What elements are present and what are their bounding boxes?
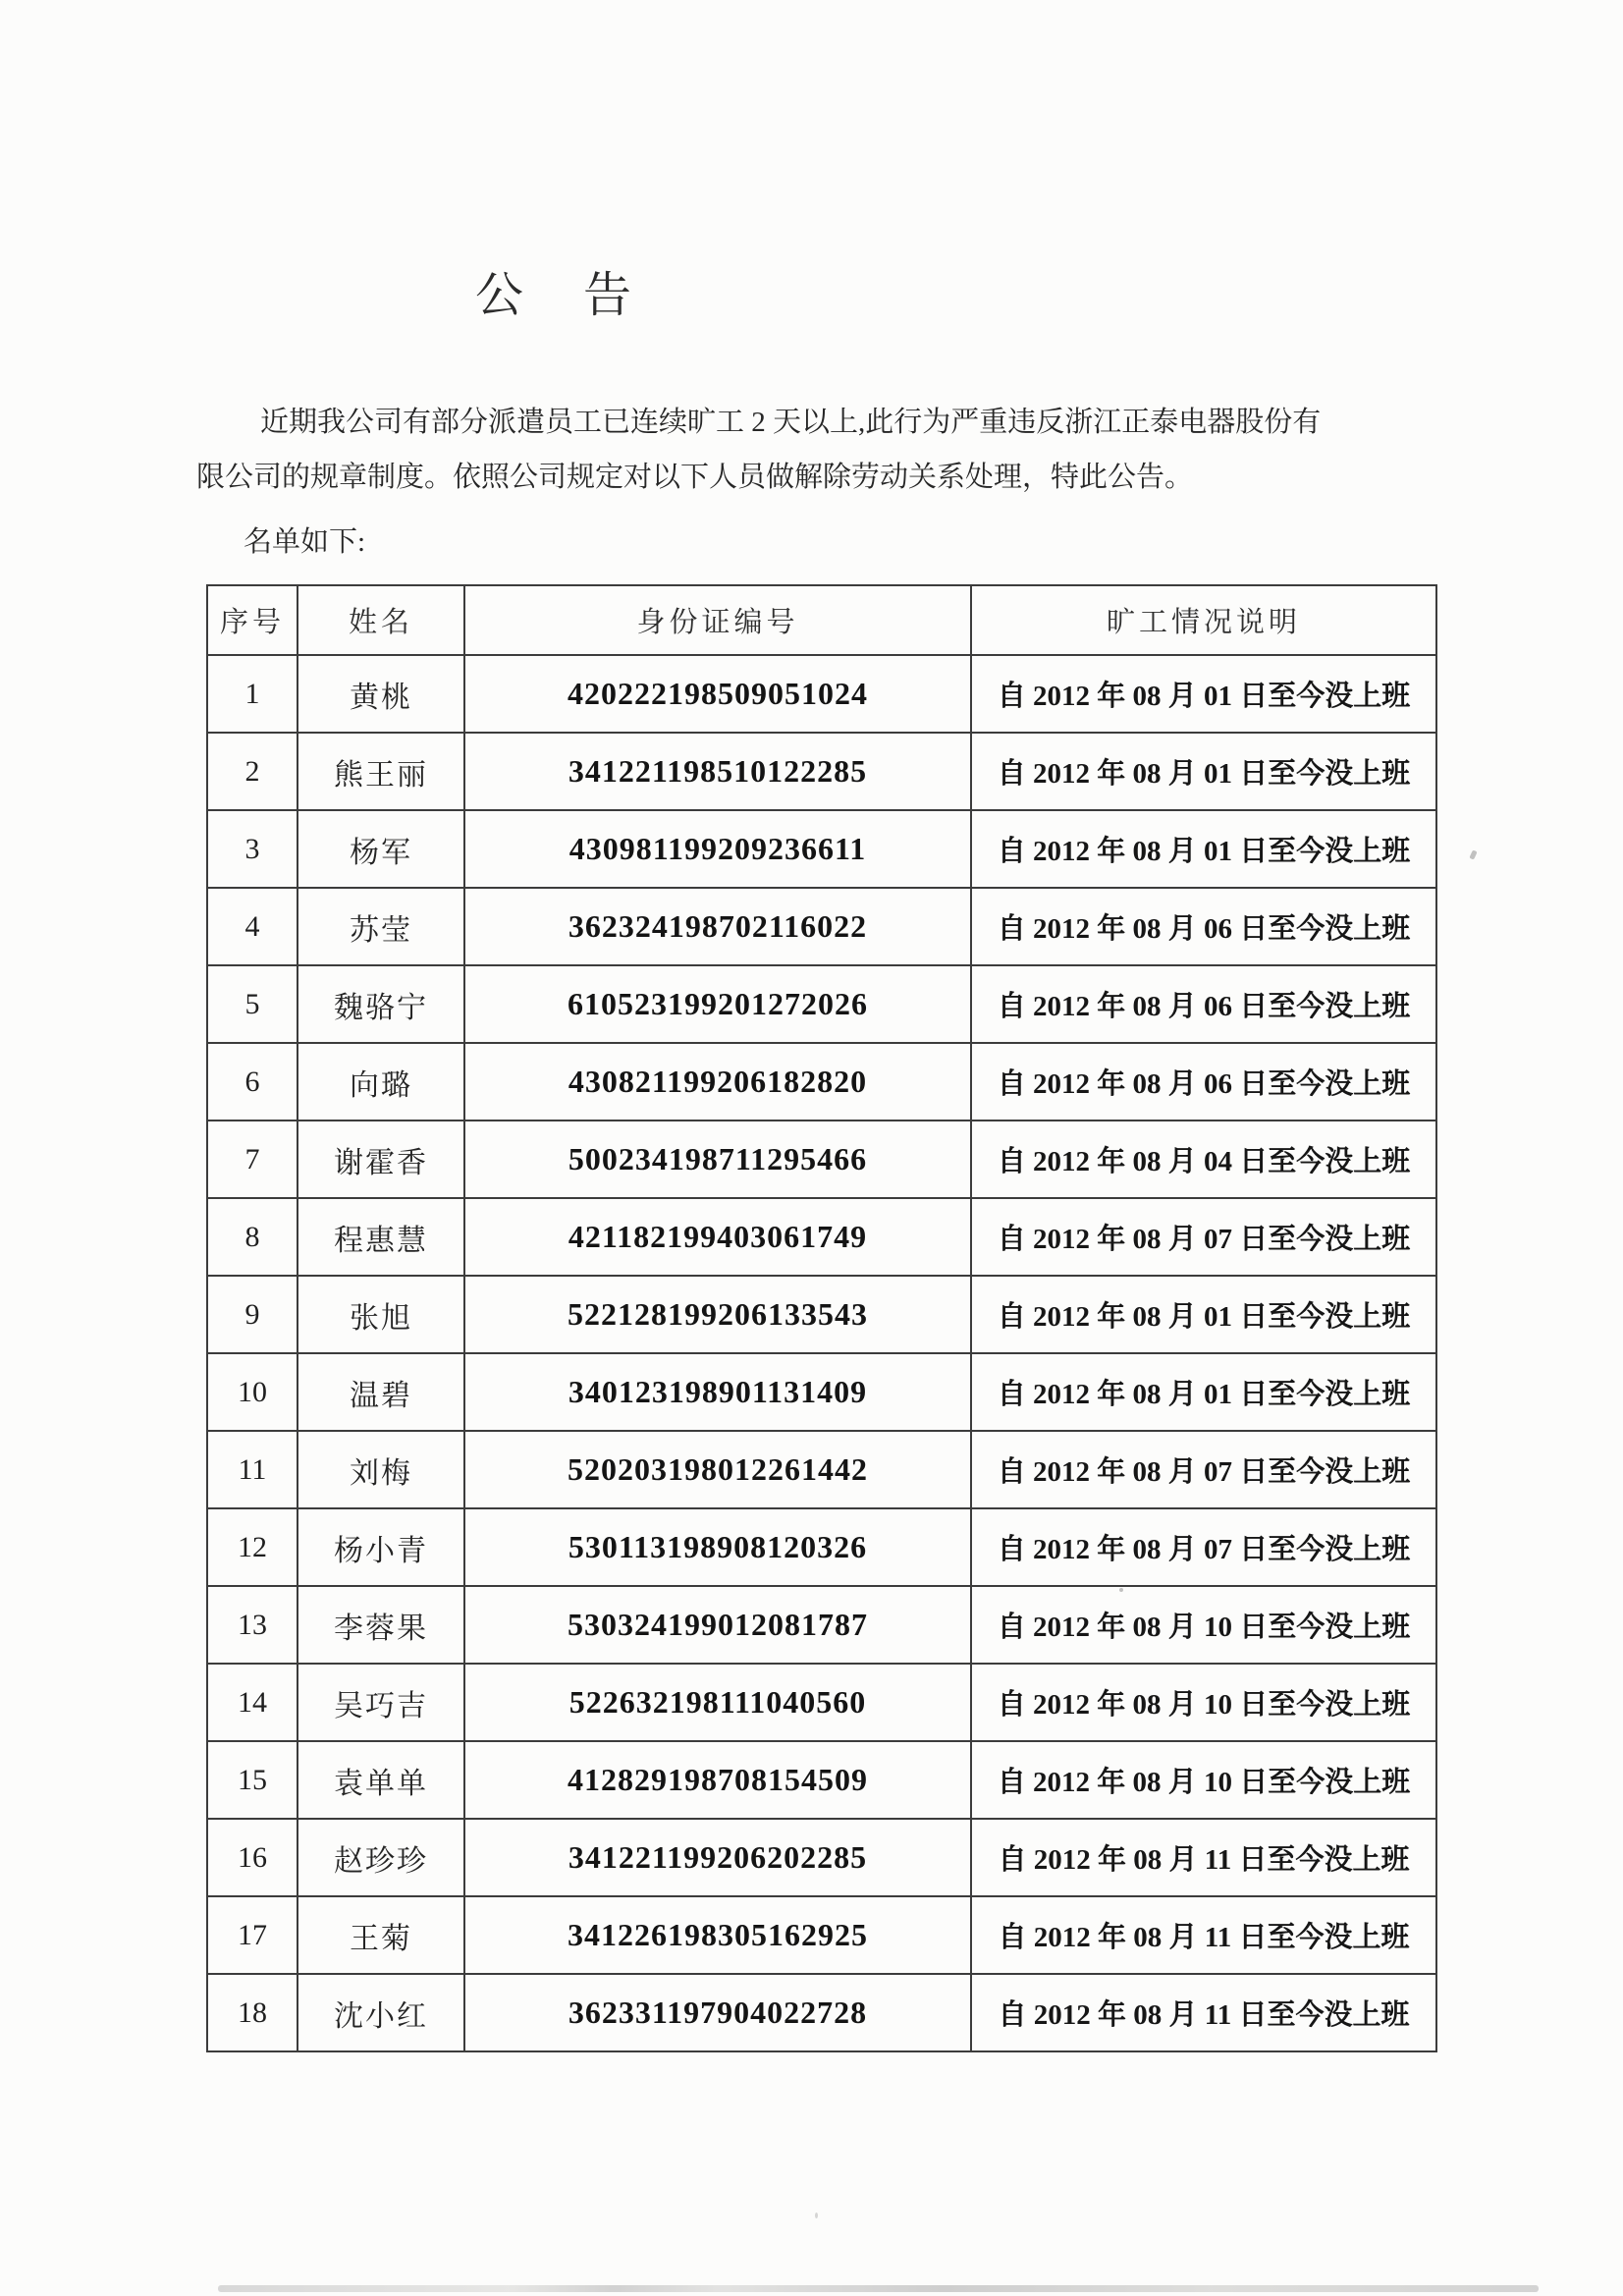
employee-name: 温碧: [298, 1353, 464, 1431]
header-index: 序号: [207, 585, 298, 655]
absence-note: 自 2012 年 08 月 04 日至今没上班: [971, 1121, 1436, 1198]
table-row: [207, 1353, 1436, 1431]
table-row: [207, 1121, 1436, 1198]
row-index: 2: [207, 733, 298, 810]
employee-name: 李蓉果: [298, 1586, 464, 1664]
absence-note: 自 2012 年 08 月 01 日至今没上班: [971, 810, 1436, 888]
row-index: 16: [207, 1819, 298, 1896]
row-index: 18: [207, 1974, 298, 2051]
table-header-row: [207, 585, 1436, 655]
row-index: 7: [207, 1121, 298, 1198]
scan-edge-shadow: [218, 2285, 1539, 2292]
paragraph-line-2: 限公司的规章制度。依照公司规定对以下人员做解除劳动关系处理，特此公告。: [196, 462, 1194, 493]
absence-note: 自 2012 年 08 月 11 日至今没上班: [971, 1819, 1436, 1896]
table-row: [207, 965, 1436, 1043]
absence-note: 自 2012 年 08 月 10 日至今没上班: [971, 1664, 1436, 1741]
table-row: [207, 1896, 1436, 1974]
table-row: [207, 1741, 1436, 1819]
id-number: 520203198012261442: [464, 1431, 971, 1508]
table-row: [207, 1974, 1436, 2051]
table-row: [207, 888, 1436, 965]
announcement-paragraph: [196, 403, 1434, 513]
id-number: 530324199012081787: [464, 1586, 971, 1664]
id-number: 421182199403061749: [464, 1198, 971, 1276]
employee-name: 张旭: [298, 1276, 464, 1353]
id-number: 362324198702116022: [464, 888, 971, 965]
id-number: 341226198305162925: [464, 1896, 971, 1974]
employee-name: 刘梅: [298, 1431, 464, 1508]
employee-name: 袁单单: [298, 1741, 464, 1819]
row-index: 11: [207, 1431, 298, 1508]
employee-name: 沈小红: [298, 1974, 464, 2051]
list-intro-label: 名单如下:: [243, 526, 366, 558]
employee-name: 苏莹: [298, 888, 464, 965]
table-row: [207, 1198, 1436, 1276]
absence-note: 自 2012 年 08 月 01 日至今没上班: [971, 1353, 1436, 1431]
absence-note: 自 2012 年 08 月 07 日至今没上班: [971, 1198, 1436, 1276]
table-row: [207, 810, 1436, 888]
employee-name: 杨小青: [298, 1508, 464, 1586]
absence-note: 自 2012 年 08 月 01 日至今没上班: [971, 1276, 1436, 1353]
id-number: 340123198901131409: [464, 1353, 971, 1431]
row-index: 12: [207, 1508, 298, 1586]
row-index: 13: [207, 1586, 298, 1664]
id-number: 610523199201272026: [464, 965, 971, 1043]
table-row: [207, 1431, 1436, 1508]
table-row: [207, 733, 1436, 810]
absence-note: 自 2012 年 08 月 06 日至今没上班: [971, 965, 1436, 1043]
table-row: [207, 1043, 1436, 1121]
scan-speck: [815, 2213, 818, 2218]
absence-note: 自 2012 年 08 月 11 日至今没上班: [971, 1974, 1436, 2051]
absence-note: 自 2012 年 08 月 06 日至今没上班: [971, 888, 1436, 965]
employee-name: 魏骆宁: [298, 965, 464, 1043]
table-row: [207, 1819, 1436, 1896]
row-index: 3: [207, 810, 298, 888]
employee-name: 黄桃: [298, 655, 464, 733]
absence-note: 自 2012 年 08 月 07 日至今没上班: [971, 1431, 1436, 1508]
row-index: 14: [207, 1664, 298, 1741]
row-index: 10: [207, 1353, 298, 1431]
row-index: 6: [207, 1043, 298, 1121]
id-number: 522632198111040560: [464, 1664, 971, 1741]
scan-speck: [1469, 849, 1477, 859]
paragraph-line-1: 近期我公司有部分派遣员工已连续旷工 2 天以上,此行为严重违反浙江正泰电器股份有: [260, 407, 1322, 438]
row-index: 5: [207, 965, 298, 1043]
id-number: 341221199206202285: [464, 1819, 971, 1896]
row-index: 1: [207, 655, 298, 733]
absence-note: 自 2012 年 08 月 01 日至今没上班: [971, 655, 1436, 733]
absence-note: 自 2012 年 08 月 06 日至今没上班: [971, 1043, 1436, 1121]
scan-speck: [1119, 1588, 1123, 1592]
id-number: 362331197904022728: [464, 1974, 971, 2051]
row-index: 9: [207, 1276, 298, 1353]
document-title: 公 告: [475, 268, 638, 322]
id-number: 500234198711295466: [464, 1121, 971, 1198]
employee-name: 赵珍珍: [298, 1819, 464, 1896]
employee-name: 杨军: [298, 810, 464, 888]
row-index: 4: [207, 888, 298, 965]
employee-name: 谢霍香: [298, 1121, 464, 1198]
id-number: 530113198908120326: [464, 1508, 971, 1586]
row-index: 15: [207, 1741, 298, 1819]
absence-note: 自 2012 年 08 月 07 日至今没上班: [971, 1508, 1436, 1586]
employee-name: 王菊: [298, 1896, 464, 1974]
id-number: 412829198708154509: [464, 1741, 971, 1819]
id-number: 522128199206133543: [464, 1276, 971, 1353]
header-name: 姓名: [298, 585, 464, 655]
table-row: [207, 1276, 1436, 1353]
absence-note: 自 2012 年 08 月 01 日至今没上班: [971, 733, 1436, 810]
row-index: 8: [207, 1198, 298, 1276]
table-row: [207, 1508, 1436, 1586]
row-index: 17: [207, 1896, 298, 1974]
absence-note: 自 2012 年 08 月 11 日至今没上班: [971, 1896, 1436, 1974]
header-absence-note: 旷工情况说明: [971, 585, 1436, 655]
absence-note: 自 2012 年 08 月 10 日至今没上班: [971, 1741, 1436, 1819]
id-number: 430821199206182820: [464, 1043, 971, 1121]
dismissed-employees-table: [206, 584, 1437, 2052]
employee-name: 程惠慧: [298, 1198, 464, 1276]
table-row: [207, 655, 1436, 733]
header-id-number: 身份证编号: [464, 585, 971, 655]
table-row: [207, 1586, 1436, 1664]
id-number: 420222198509051024: [464, 655, 971, 733]
employee-name: 向璐: [298, 1043, 464, 1121]
employee-name: 吴巧吉: [298, 1664, 464, 1741]
table-row: [207, 1664, 1436, 1741]
id-number: 341221198510122285: [464, 733, 971, 810]
employee-name: 熊王丽: [298, 733, 464, 810]
id-number: 430981199209236611: [464, 810, 971, 888]
absence-note: 自 2012 年 08 月 10 日至今没上班: [971, 1586, 1436, 1664]
